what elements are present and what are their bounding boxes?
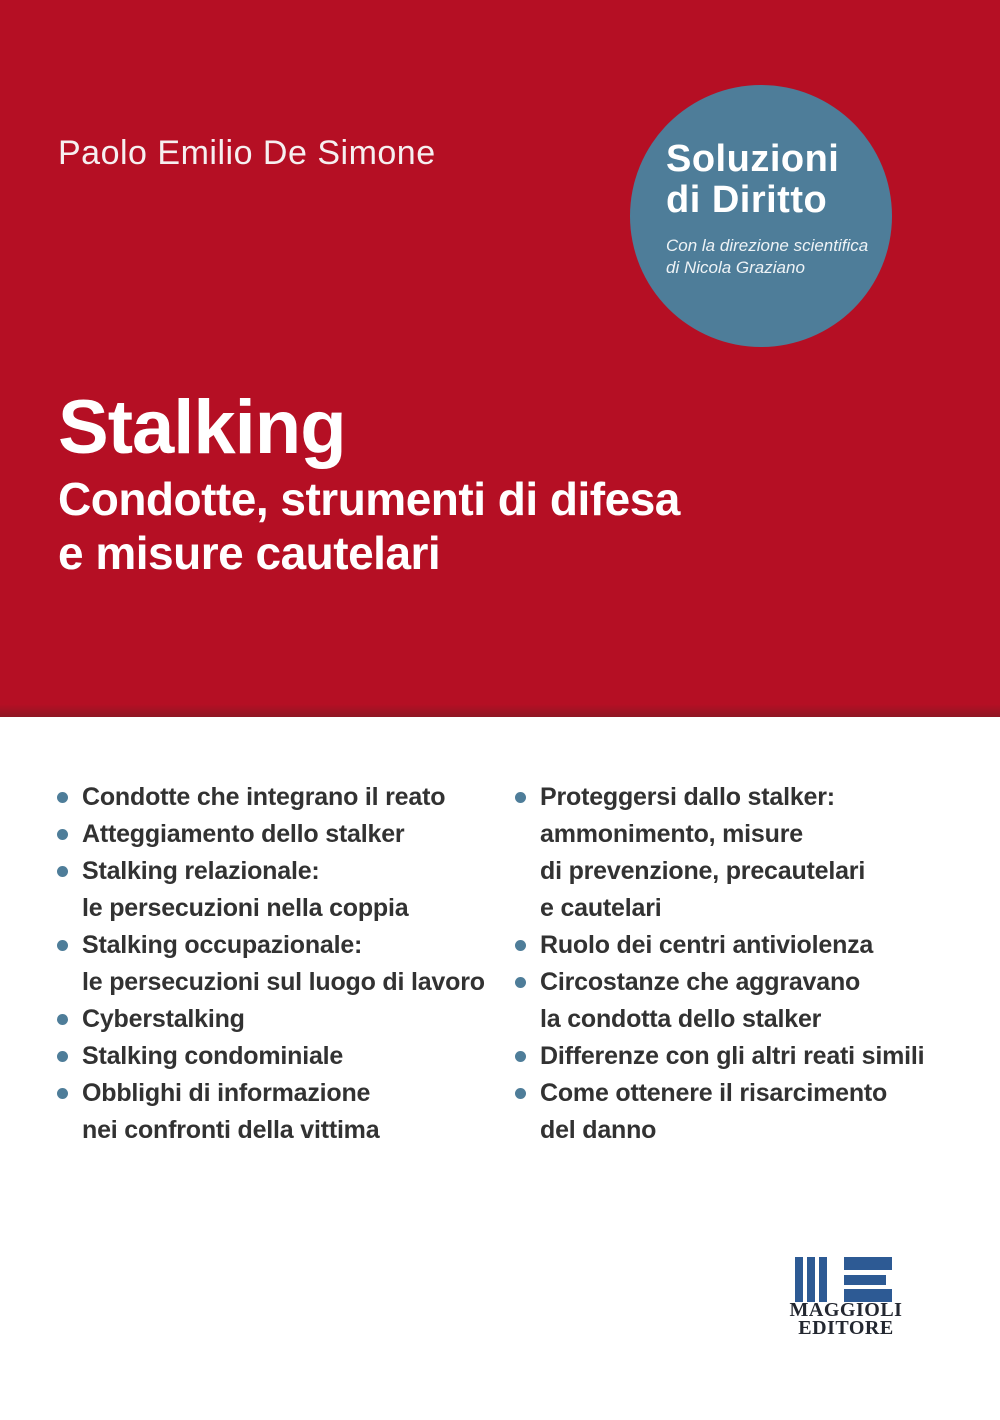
author-name: Paolo Emilio De Simone xyxy=(58,134,436,172)
topic-item xyxy=(515,1038,955,1075)
topic-line: Circostanze che aggravano xyxy=(540,968,861,996)
topic-line: Stalking condominiale xyxy=(82,1042,344,1070)
series-badge-title xyxy=(666,139,839,221)
bullet-icon xyxy=(515,977,526,988)
topic-line: Stalking occupazionale: xyxy=(82,931,363,959)
publisher-name-line2: EDITORE xyxy=(798,1317,894,1339)
topic-item xyxy=(515,927,955,964)
bullet-icon xyxy=(515,1088,526,1099)
topic-item xyxy=(57,816,487,853)
book-subtitle-line2: e misure cautelari xyxy=(58,527,441,579)
series-badge-title-line2: di Diritto xyxy=(666,179,828,221)
topic-line: Atteggiamento dello stalker xyxy=(82,820,405,848)
topic-line: le persecuzioni sul luogo di lavoro xyxy=(82,968,485,996)
series-badge-subtitle xyxy=(666,235,868,279)
topic-line: del danno xyxy=(540,1116,657,1144)
topic-line: Condotte che integrano il reato xyxy=(82,783,446,811)
bullet-icon xyxy=(515,940,526,951)
topic-item xyxy=(515,1075,955,1149)
topic-item xyxy=(515,964,955,1038)
publisher-name-line1: MAGGIOLI xyxy=(789,1299,903,1321)
topic-item xyxy=(57,853,487,927)
book-title: Stalking xyxy=(58,385,346,470)
topic-item xyxy=(57,779,487,816)
book-subtitle xyxy=(58,472,680,580)
bullet-icon xyxy=(57,940,68,951)
topic-line: nei confronti della vittima xyxy=(82,1116,380,1144)
topic-line: Stalking relazionale: xyxy=(82,857,320,885)
bullet-icon xyxy=(57,1088,68,1099)
topic-item xyxy=(57,1001,487,1038)
topic-item xyxy=(515,779,955,927)
series-badge-subtitle-line2: di Nicola Graziano xyxy=(666,258,805,277)
bullet-icon xyxy=(57,829,68,840)
topic-line: Proteggersi dallo stalker: xyxy=(540,783,835,811)
topic-line: Come ottenere il risarcimento xyxy=(540,1079,888,1107)
logo-e-bars xyxy=(844,1257,892,1302)
bullet-icon xyxy=(57,866,68,877)
topic-line: Ruolo dei centri antiviolenza xyxy=(540,931,874,959)
logo-m-bar xyxy=(819,1257,827,1302)
series-badge-circle xyxy=(630,85,892,347)
topics-left-column xyxy=(57,779,487,1149)
logo-m-bar xyxy=(795,1257,803,1302)
maggioli-logo-icon xyxy=(795,1257,895,1302)
topic-item xyxy=(57,927,487,1001)
topic-item xyxy=(57,1075,487,1149)
title-block xyxy=(58,385,680,580)
publisher-name xyxy=(781,1301,911,1337)
topic-line: Obblighi di informazione xyxy=(82,1079,371,1107)
topic-line: ammonimento, misure xyxy=(540,820,803,848)
book-subtitle-line1: Condotte, strumenti di difesa xyxy=(58,473,680,525)
topic-line: le persecuzioni nella coppia xyxy=(82,894,409,922)
bullet-icon xyxy=(57,1014,68,1025)
topic-item xyxy=(57,1038,487,1075)
series-badge-title-line1: Soluzioni xyxy=(666,138,840,180)
topic-line: la condotta dello stalker xyxy=(540,1005,822,1033)
bullet-icon xyxy=(515,1051,526,1062)
logo-e-bar xyxy=(844,1257,892,1270)
logo-e-bar xyxy=(844,1275,886,1285)
bullet-icon xyxy=(515,792,526,803)
topic-line: di prevenzione, precautelari xyxy=(540,857,866,885)
logo-m-bar xyxy=(807,1257,815,1302)
topic-line: Cyberstalking xyxy=(82,1005,245,1033)
series-badge-subtitle-line1: Con la direzione scientifica xyxy=(666,236,869,255)
bullet-icon xyxy=(57,1051,68,1062)
topic-line: Differenze con gli altri reati simili xyxy=(540,1042,925,1070)
topic-line: e cautelari xyxy=(540,894,662,922)
bullet-icon xyxy=(57,792,68,803)
topics-right-column xyxy=(515,779,955,1149)
